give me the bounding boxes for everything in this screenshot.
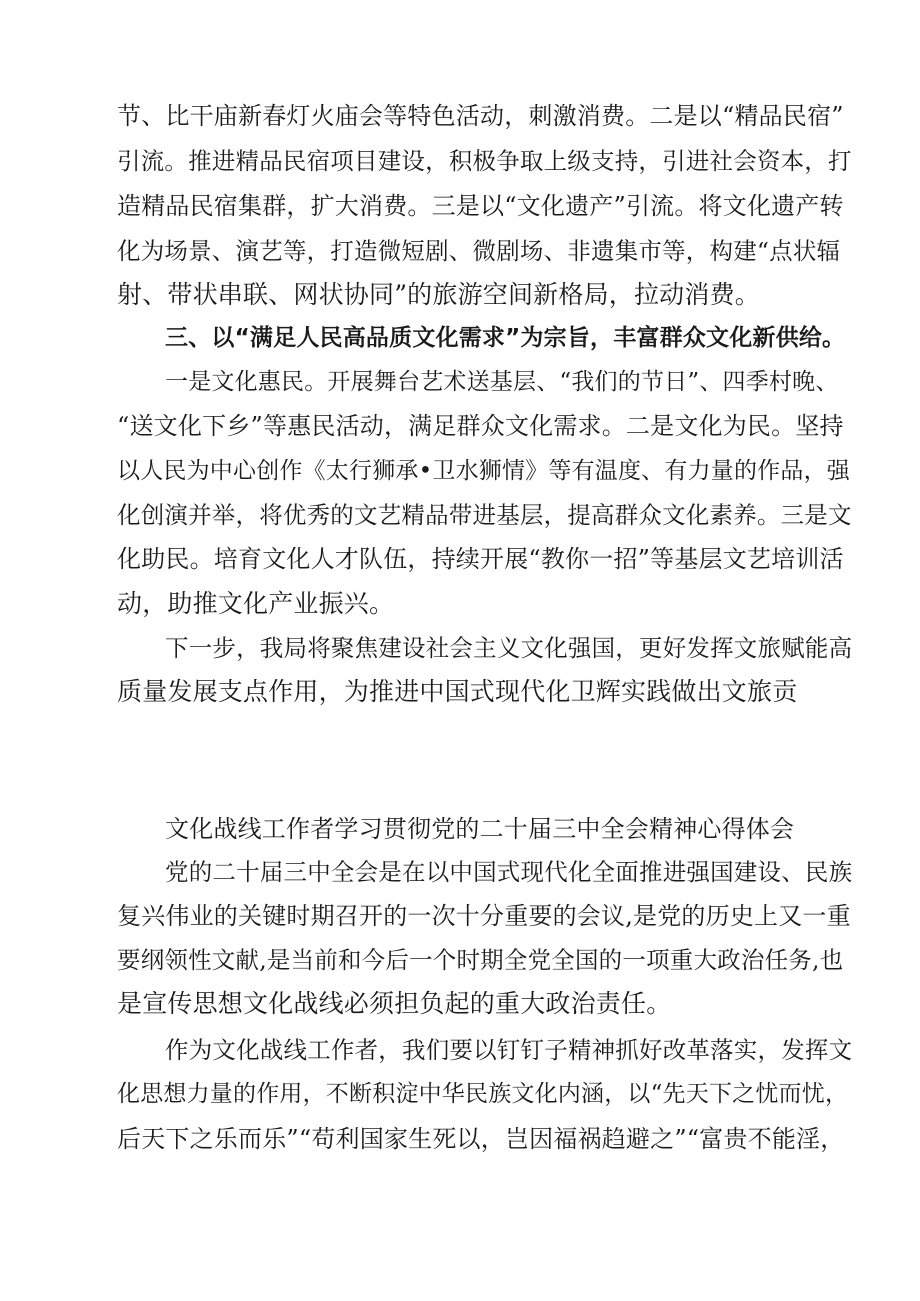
paragraph-line: 下一步，我局将聚焦建设社会主义文化强国，更好发挥文旅赋能高 — [165, 634, 853, 662]
article-title: 文化战线工作者学习贯彻党的二十届三中全会精神心得体会 — [165, 815, 795, 843]
paragraph-line: 动，助推文化产业振兴。 — [117, 589, 395, 618]
paragraph-line: 化为场景、演艺等，打造微短剧、微剧场、非遗集市等，构建“点状辐 — [117, 237, 841, 265]
paragraph-line: 要纲领性文献,是当前和今后一个时期全党全国的一项重大政治任务,也 — [117, 946, 844, 974]
section-heading: 三、以“满足人民高品质文化需求”为宗旨，丰富群众文化新供给。 — [165, 325, 846, 351]
paragraph-line: 后天下之乐而乐”“苟利国家生死以，岂因福祸趋避之”“富贵不能淫， — [117, 1125, 845, 1153]
paragraph-line: 作为文化战线工作者，我们要以钉钉子精神抓好改革落实，发挥文 — [165, 1036, 853, 1064]
paragraph-line: 造精品民宿集群，扩大消费。三是以“文化遗产”引流。将文化遗产转 — [117, 192, 844, 220]
paragraph-line: “送文化下乡”等惠民活动，满足群众文化需求。二是文化为民。坚持 — [117, 412, 844, 440]
paragraph-line: 引流。推进精品民宿项目建设，积极争取上级支持，引进社会资本，打 — [117, 147, 852, 175]
paragraph-line: 化助民。培育文化人才队伍，持续开展“教你一招”等基层文艺培训活 — [117, 545, 844, 573]
paragraph-line: 化创演并举，将优秀的文艺精品带进基层，提高群众文化素养。三是文 — [117, 501, 852, 529]
paragraph-line: 复兴伟业的关键时期召开的一次十分重要的会议,是党的历史上又一重 — [117, 902, 851, 930]
paragraph-line: 射、带状串联、网状协同”的旅游空间新格局，拉动消费。 — [117, 280, 760, 309]
paragraph-line: 以人民为中心创作《太行狮承•卫水狮情》等有温度、有力量的作品，强 — [117, 458, 850, 484]
paragraph-line: 化思想力量的作用，不断积淀中华民族文化内涵，以“先天下之忧而忧， — [117, 1081, 849, 1107]
paragraph-line: 党的二十届三中全会是在以中国式现代化全面推进强国建设、民族 — [165, 858, 853, 886]
paragraph-line: 是宣传思想文化战线必须担负起的重大政治责任。 — [117, 989, 672, 1018]
paragraph-line: 一是文化惠民。开展舞台艺术送基层、“我们的节日”、四季村晚、 — [165, 369, 839, 395]
paragraph-line: 质量发展支点作用，为推进中国式现代化卫辉实践做出文旅贡 — [117, 677, 798, 706]
paragraph-line: 节、比干庙新春灯火庙会等特色活动，刺激消费。二是以“精品民宿” — [117, 102, 844, 130]
